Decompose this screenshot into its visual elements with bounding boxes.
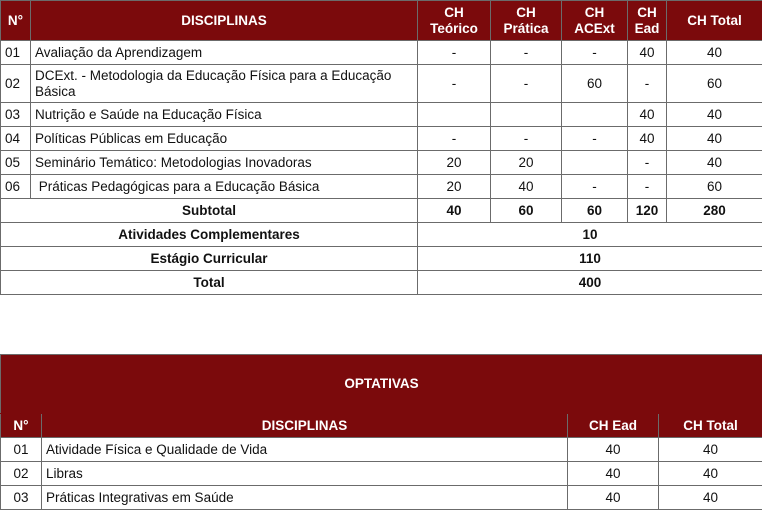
atividades-row xyxy=(1,223,762,247)
row-pratica xyxy=(491,103,562,127)
header-ch-total: CH Total xyxy=(659,414,762,438)
row-acext: - xyxy=(562,175,628,199)
estagio-label: Estágio Curricular xyxy=(1,247,418,271)
row-discipline: Libras xyxy=(42,462,568,486)
row-ead: - xyxy=(628,65,667,103)
row-discipline: Atividade Física e Qualidade de Vida xyxy=(42,438,568,462)
row-discipline: Práticas Pedagógicas para a Educação Básica xyxy=(31,175,418,199)
atividades-value: 10 xyxy=(418,223,762,247)
total-label: Total xyxy=(1,271,418,295)
header-ch-ead: CH Ead xyxy=(568,414,659,438)
row-total: 60 xyxy=(667,175,762,199)
row-ead: 40 xyxy=(628,41,667,65)
row-acext: - xyxy=(562,41,628,65)
table-row xyxy=(1,41,762,65)
row-ead: 40 xyxy=(628,127,667,151)
header-ch-acext: CH ACExt xyxy=(562,1,628,41)
header-num: N° xyxy=(1,414,42,438)
total-value: 400 xyxy=(418,271,762,295)
header-ch-pratica: CH Prática xyxy=(491,1,562,41)
row-pratica: 20 xyxy=(491,151,562,175)
optativas-table xyxy=(0,354,762,510)
row-num: 04 xyxy=(1,127,31,151)
row-teorico xyxy=(418,103,491,127)
header-num: N° xyxy=(1,1,31,41)
row-acext xyxy=(562,151,628,175)
row-ead: 40 xyxy=(568,486,659,510)
table-row xyxy=(1,127,762,151)
row-teorico: - xyxy=(418,65,491,103)
row-num: 01 xyxy=(1,41,31,65)
row-discipline: Práticas Integrativas em Saúde xyxy=(42,486,568,510)
row-ead: 40 xyxy=(568,438,659,462)
row-num: 03 xyxy=(1,486,42,510)
table-row xyxy=(1,151,762,175)
table-header-row xyxy=(1,1,762,41)
row-teorico: - xyxy=(418,127,491,151)
subtotal-label: Subtotal xyxy=(1,199,418,223)
subtotal-pratica: 60 xyxy=(491,199,562,223)
row-total: 40 xyxy=(667,127,762,151)
estagio-row xyxy=(1,247,762,271)
row-num: 06 xyxy=(1,175,31,199)
subtotal-row xyxy=(1,199,762,223)
atividades-label: Atividades Complementares xyxy=(1,223,418,247)
estagio-value: 110 xyxy=(418,247,762,271)
row-ead: 40 xyxy=(568,462,659,486)
table-row xyxy=(1,438,762,462)
row-teorico: 20 xyxy=(418,175,491,199)
table-row xyxy=(1,65,762,103)
row-total: 40 xyxy=(667,103,762,127)
row-ead: - xyxy=(628,151,667,175)
header-ch-total: CH Total xyxy=(667,1,762,41)
row-pratica: - xyxy=(491,41,562,65)
header-ch-teorico: CH Teórico xyxy=(418,1,491,41)
header-disciplinas: DISCIPLINAS xyxy=(31,1,418,41)
table-row xyxy=(1,175,762,199)
row-acext: - xyxy=(562,127,628,151)
row-pratica: - xyxy=(491,65,562,103)
row-total: 60 xyxy=(667,65,762,103)
optativas-table-container xyxy=(0,354,762,510)
optativas-header-row xyxy=(1,414,762,438)
optativas-title-row xyxy=(1,355,762,414)
table-row xyxy=(1,462,762,486)
subtotal-total: 280 xyxy=(667,199,762,223)
row-ead: - xyxy=(628,175,667,199)
row-teorico: - xyxy=(418,41,491,65)
row-ead: 40 xyxy=(628,103,667,127)
row-discipline: Políticas Públicas em Educação xyxy=(31,127,418,151)
subtotal-acext: 60 xyxy=(562,199,628,223)
optativas-title: OPTATIVAS xyxy=(1,355,762,414)
table-row xyxy=(1,486,762,510)
subtotal-teorico: 40 xyxy=(418,199,491,223)
row-total: 40 xyxy=(667,41,762,65)
subtotal-ead: 120 xyxy=(628,199,667,223)
row-pratica: 40 xyxy=(491,175,562,199)
row-pratica: - xyxy=(491,127,562,151)
row-num: 02 xyxy=(1,462,42,486)
row-discipline: Seminário Temático: Metodologias Inovadoras xyxy=(31,151,418,175)
row-acext xyxy=(562,103,628,127)
row-discipline: DCExt. - Metodologia da Educação Física para a Educação Básica xyxy=(31,65,418,103)
row-num: 03 xyxy=(1,103,31,127)
row-total: 40 xyxy=(659,462,762,486)
table-row xyxy=(1,103,762,127)
row-acext: 60 xyxy=(562,65,628,103)
row-discipline: Nutrição e Saúde na Educação Física xyxy=(31,103,418,127)
row-num: 02 xyxy=(1,65,31,103)
row-discipline: Avaliação da Aprendizagem xyxy=(31,41,418,65)
row-total: 40 xyxy=(659,486,762,510)
header-disciplinas: DISCIPLINAS xyxy=(42,414,568,438)
row-num: 01 xyxy=(1,438,42,462)
row-total: 40 xyxy=(667,151,762,175)
total-row xyxy=(1,271,762,295)
header-ch-ead: CH Ead xyxy=(628,1,667,41)
row-teorico: 20 xyxy=(418,151,491,175)
row-num: 05 xyxy=(1,151,31,175)
row-total: 40 xyxy=(659,438,762,462)
